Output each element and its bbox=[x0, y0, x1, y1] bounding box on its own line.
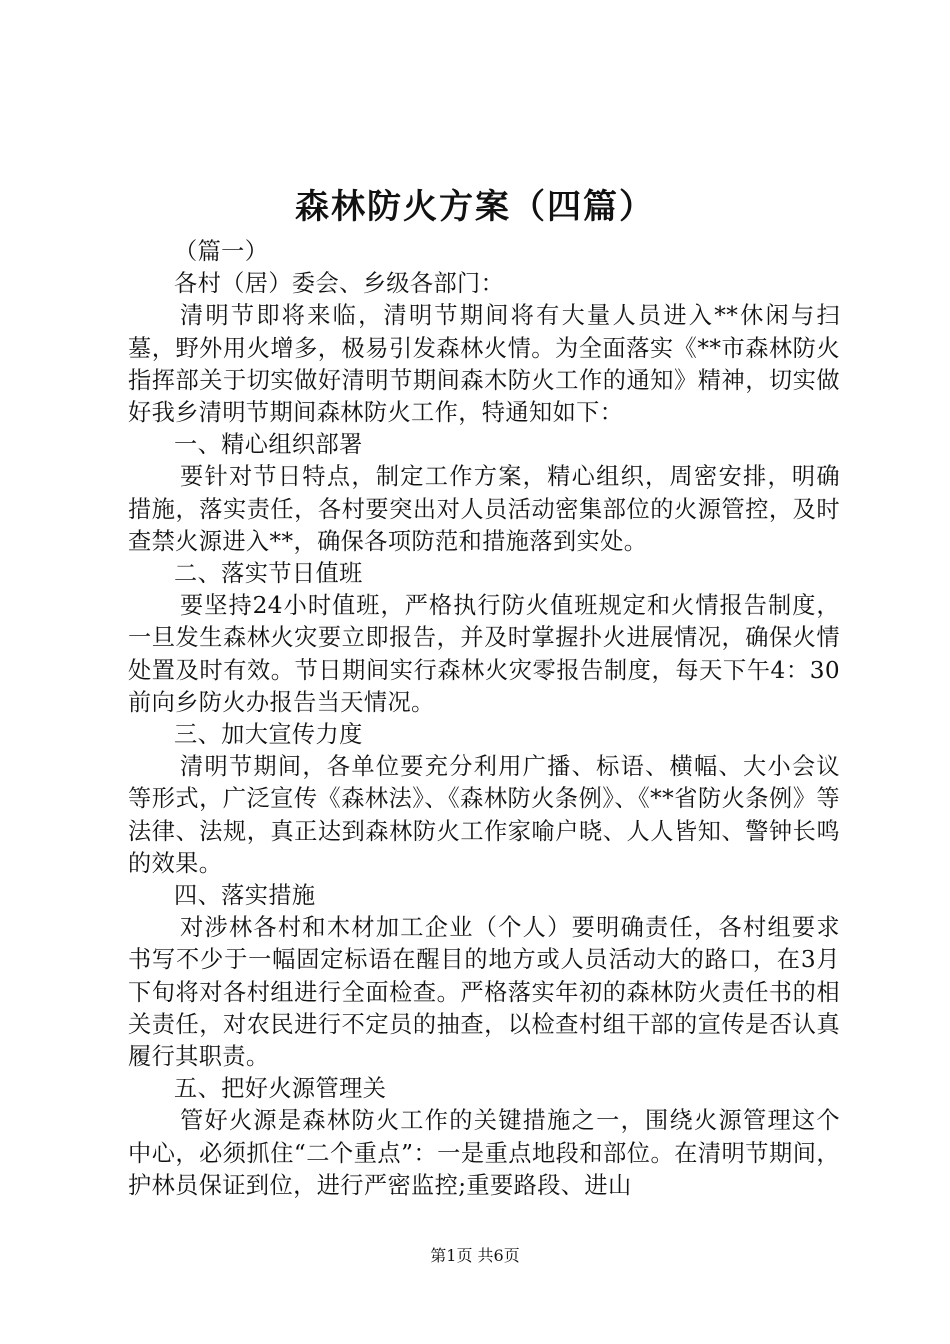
document-body bbox=[128, 236, 840, 1202]
body-paragraph: 管好火源是森林防火工作的关键措施之一，围绕火源管理这个中心，必须抓住“二个重点”：一是重点地段和部位。在清明节期间，护林员保证到位，进行严密监控;重要路段、进山 bbox=[128, 1107, 840, 1199]
section-heading: 二、落实节日值班 bbox=[174, 560, 363, 588]
section-label: （篇一） bbox=[174, 238, 269, 265]
body-paragraph: 对涉林各村和木材加工企业（个人）要明确责任，各村组要求书写不少于一幅固定标语在醒目的地方或人员活动大的路口，在3月下旬将对各村组进行全面检查。严格落实年初的森林防火责任书的相关责任，对农民进行不定员的抽查，以检查村组干部的宣传是否认真履行其职责。 bbox=[128, 914, 840, 1071]
body-paragraph: 要坚持24小时值班，严格执行防火值班规定和火情报告制度，一旦发生森林火灾要立即报告，并及时掌握扑火进展情况，确保火情处置及时有效。节日期间实行森林火灾零报告制度，每天下午4：30前向乡防火办报告当天情况。 bbox=[128, 592, 840, 716]
body-paragraph: 清明节期间，各单位要充分利用广播、标语、横幅、大小会议等形式，广泛宣传《森林法》、《森林防火条例》、《**省防火条例》等法律、法规，真正达到森林防火工作家喻户晓、人人皆知、警钟长鸣的效果。 bbox=[128, 753, 840, 877]
section-heading: 一、精心组织部署 bbox=[174, 431, 363, 459]
document-title: 森林防火方案（四篇） bbox=[295, 187, 655, 227]
salutation: 各村（居）委会、乡级各部门： bbox=[174, 270, 505, 298]
intro-paragraph: 清明节即将来临，清明节期间将有大量人员进入**休闲与扫墓，野外用火增多，极易引发森林火情。为全面落实《**市森林防火指挥部关于切实做好清明节期间森木防火工作的通知》精神，切实做好我乡清明节期间森林防火工作，特通知如下： bbox=[128, 302, 840, 427]
section-heading: 四、落实措施 bbox=[174, 882, 316, 910]
page-footer: 第1页 共6页 bbox=[430, 1246, 520, 1265]
section-heading: 五、把好火源管理关 bbox=[174, 1075, 387, 1103]
body-paragraph: 要针对节日特点，制定工作方案，精心组织，周密安排，明确措施，落实责任，各村要突出对人员活动密集部位的火源管控，及时查禁火源进入**，确保各项防范和措施落到实处。 bbox=[128, 463, 840, 555]
section-heading: 三、加大宣传力度 bbox=[174, 721, 363, 749]
